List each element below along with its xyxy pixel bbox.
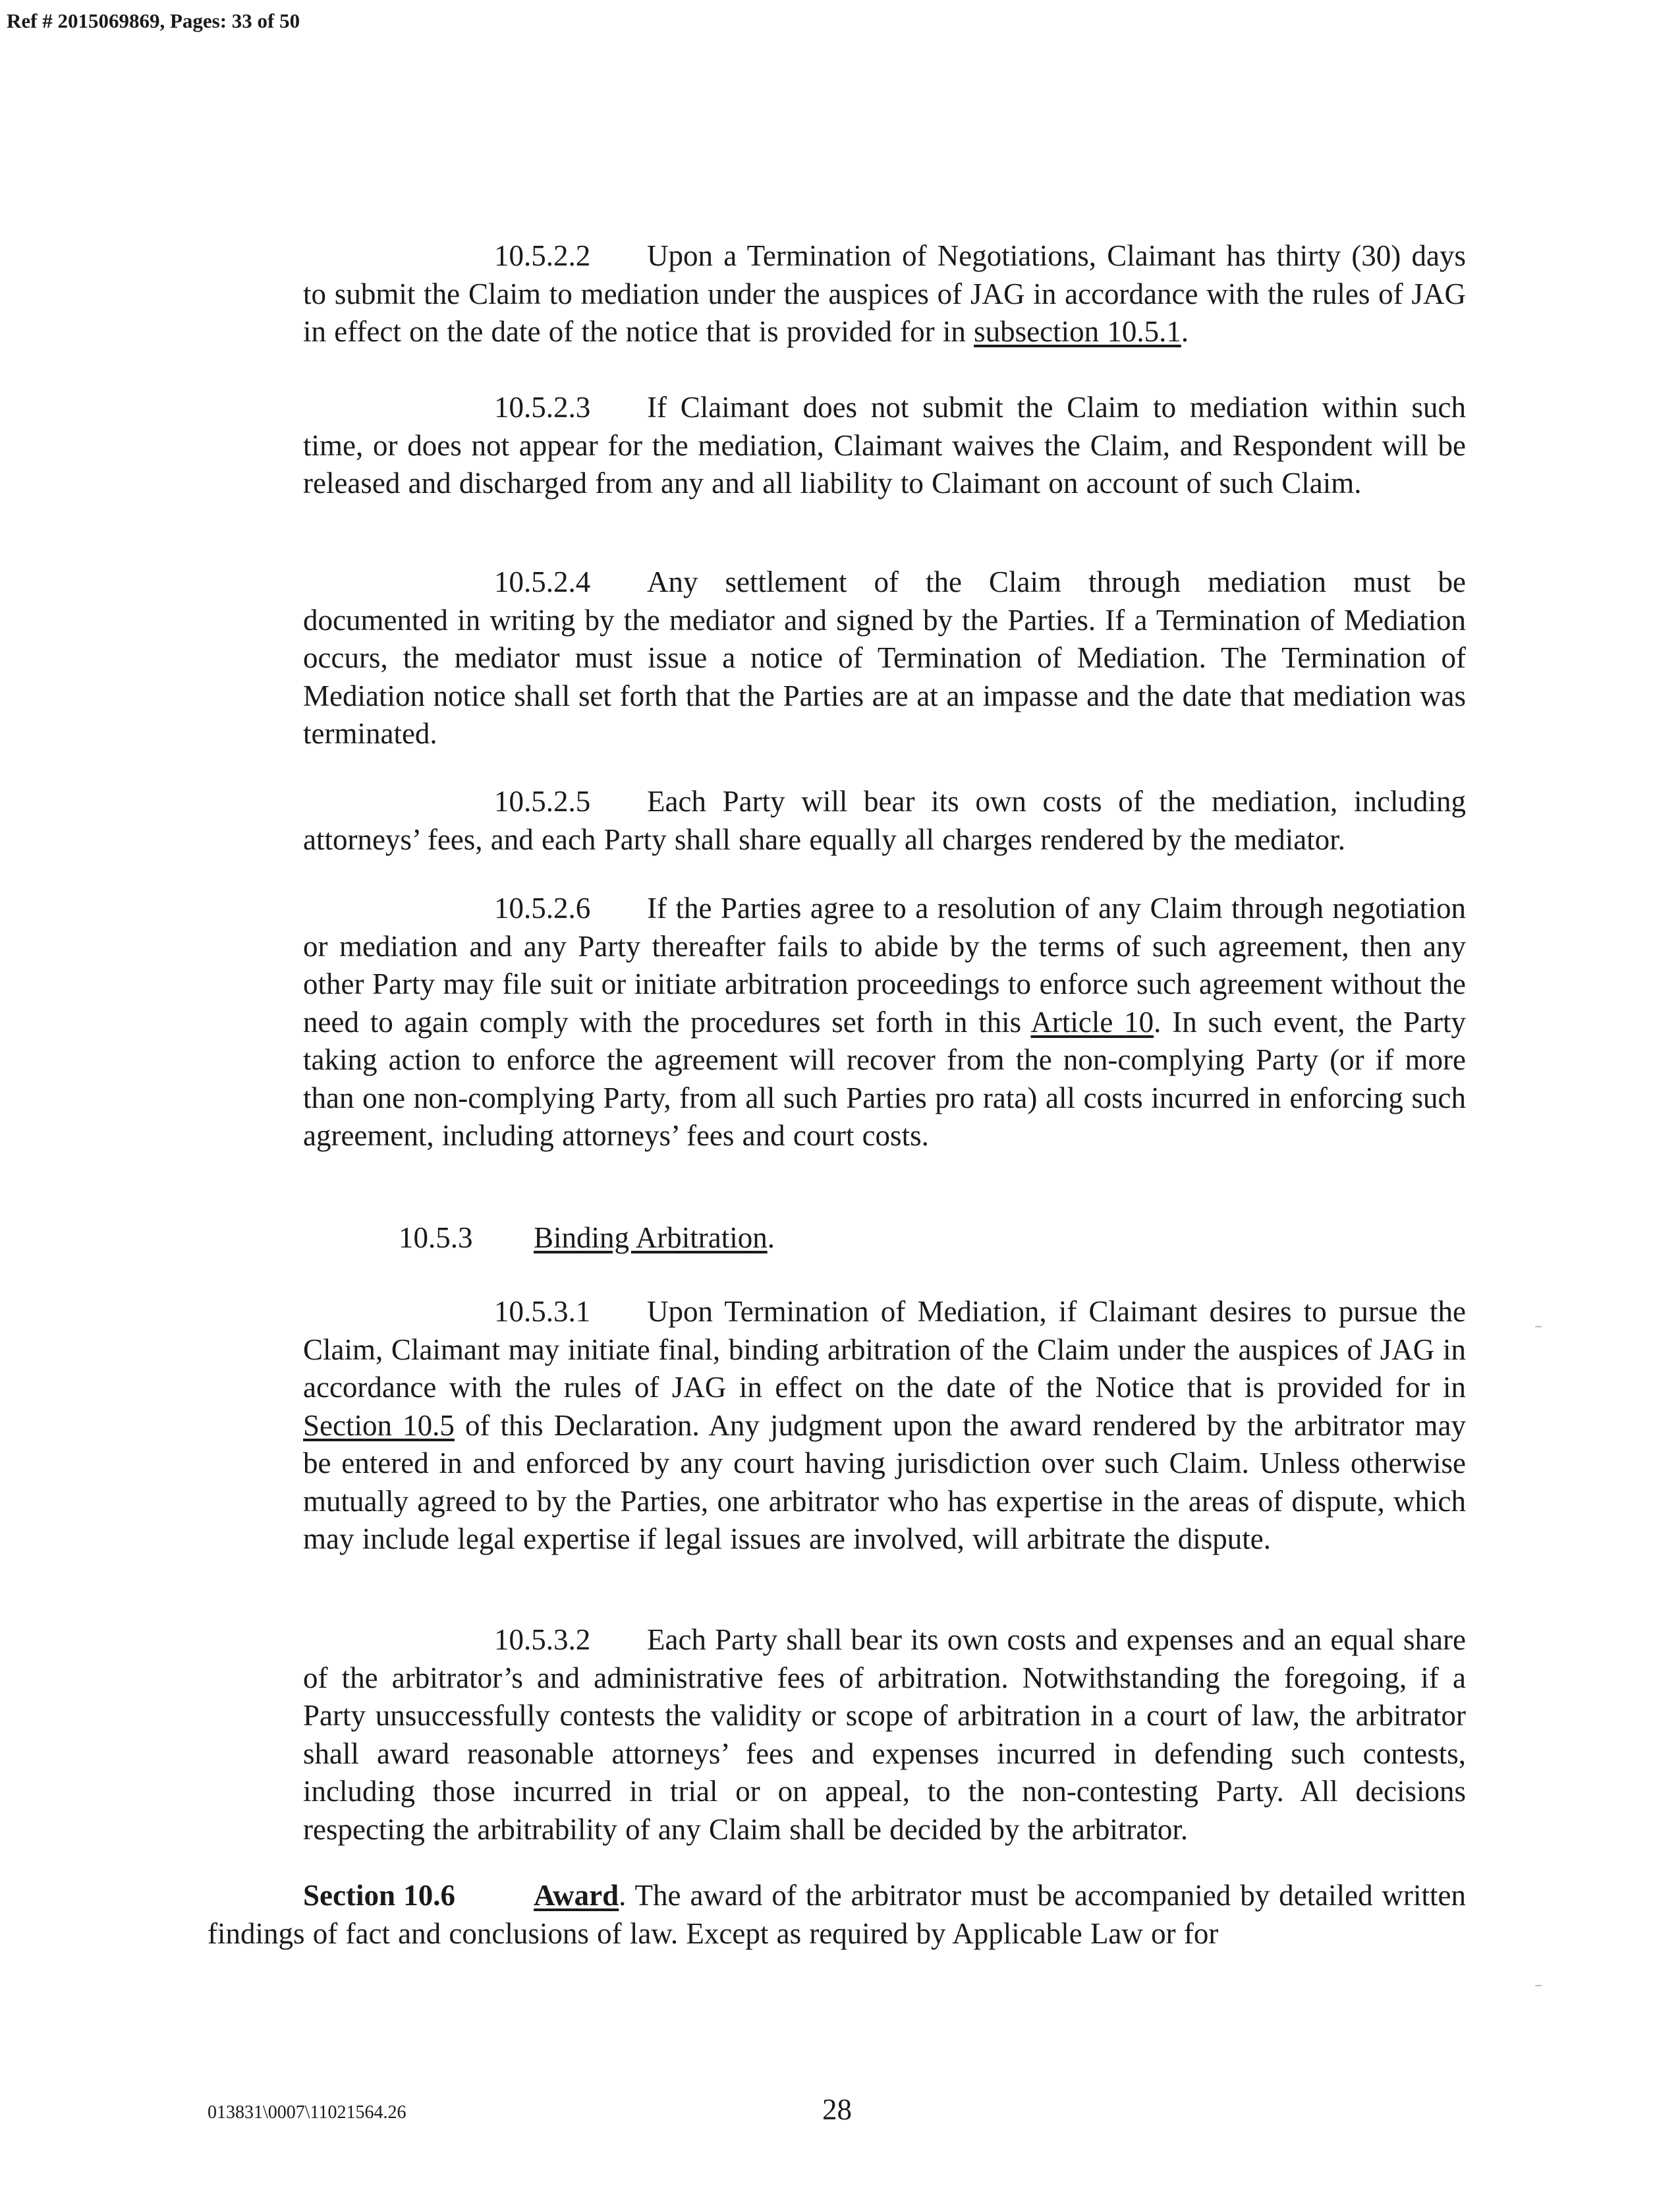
section-number: 10.5.2.3 [494, 391, 591, 424]
section-number: 10.5.2.2 [494, 239, 591, 272]
paragraph-10-5-2-6: 10.5.2.6 If the Parties agree to a resolution of any Claim through negotiation or mediation and any Party thereafter fails to abide by the terms of such agreement, then any other Party may file suit or initiate arbitration proceedings to enforce such agreement without the need to again comply with the procedures set forth in this Article 10. In such event, the Party taking action to enforce the agreement will recover from the non-complying Party (or if more than one non-complying Party, from all such Parties pro rata) all costs incurred in enforcing such agreement, including attorneys’ fees and court costs. [303, 890, 1466, 1155]
section-10-6: Section 10.6 Award. The award of the arbitrator must be accompanied by detailed written findings of fact and conclusions of law. Except as required by Applicable Law or for [208, 1877, 1466, 1953]
subsection-reference-link[interactable]: subsection 10.5.1 [974, 315, 1181, 348]
section-label: Section 10.6 [303, 1879, 455, 1912]
article-reference-link[interactable]: Article 10 [1030, 1005, 1154, 1039]
section-number: 10.5.2.6 [494, 892, 591, 925]
paragraph-10-5-3-1: 10.5.3.1 Upon Termination of Mediation, if Claimant desires to pursue the Claim, Claimant may initiate final, binding arbitration of the Claim under the auspices of JAG in accordance with the rules of JAG in effect on the date of the Notice that is provided for in Section 10.5 of this Declaration. Any judgment upon the award rendered by the arbitrator may be entered in and enforced by any court having jurisdiction over such Claim. Unless otherwise mutually agreed to by the Parties, one arbitrator who has expertise in the areas of dispute, which may include legal expertise if legal issues are involved, will arbitrate the dispute. [303, 1293, 1466, 1559]
section-number: 10.5.2.4 [494, 565, 591, 598]
scan-speck [1535, 1326, 1542, 1327]
section-reference-link[interactable]: Section 10.5 [303, 1408, 455, 1442]
subsection-heading-10-5-3: 10.5.3 Binding Arbitration. [399, 1219, 1387, 1257]
document-id-footer: 013831\0007\11021564.26 [208, 2102, 406, 2123]
document-reference-header: Ref # 2015069869, Pages: 33 of 50 [7, 9, 300, 32]
section-number: 10.5.3.2 [494, 1623, 591, 1656]
paragraph-10-5-2-5: 10.5.2.5 Each Party will bear its own costs of the mediation, including attorneys’ fees, and each Party shall share equally all charges rendered by the mediator. [303, 783, 1466, 859]
subsection-title: Binding Arbitration [534, 1221, 768, 1254]
scan-speck [1535, 1985, 1542, 1986]
section-number: 10.5.2.5 [494, 785, 591, 818]
paragraph-10-5-3-2: 10.5.3.2 Each Party shall bear its own costs and expenses and an equal share of the arbitrator’s and administrative fees of arbitration. Notwithstanding the foregoing, if a Party unsuccessfully contests the validity or scope of arbitration in a court of law, the arbitrator shall award reasonable attorneys’ fees and expenses incurred in defending such contests, including those incurred in trial or on appeal, to the non-contesting Party. All decisions respecting the arbitrability of any Claim shall be decided by the arbitrator. [303, 1621, 1466, 1849]
section-title: Award [534, 1879, 619, 1912]
paragraph-10-5-2-3: 10.5.2.3 If Claimant does not submit the Claim to mediation within such time, or does not appear for the mediation, Claimant waives the Claim, and Respondent will be released and discharged from any and all liability to Claimant on account of such Claim. [303, 389, 1466, 503]
paragraph-10-5-2-4: 10.5.2.4 Any settlement of the Claim through mediation must be documented in writing by the mediator and signed by the Parties. If a Termination of Mediation occurs, the mediator must issue a notice of Termination of Mediation. The Termination of Mediation notice shall set forth that the Parties are at an impasse and the date that mediation was terminated. [303, 563, 1466, 753]
section-number: 10.5.3.1 [494, 1295, 591, 1328]
paragraph-10-5-2-2: 10.5.2.2 Upon a Termination of Negotiations, Claimant has thirty (30) days to submit the Claim to mediation under the auspices of JAG in accordance with the rules of JAG in effect on the date of the notice that is provided for in subsection 10.5.1. [303, 237, 1466, 351]
section-number: 10.5.3 [399, 1221, 473, 1254]
page-number: 28 [822, 2093, 852, 2126]
